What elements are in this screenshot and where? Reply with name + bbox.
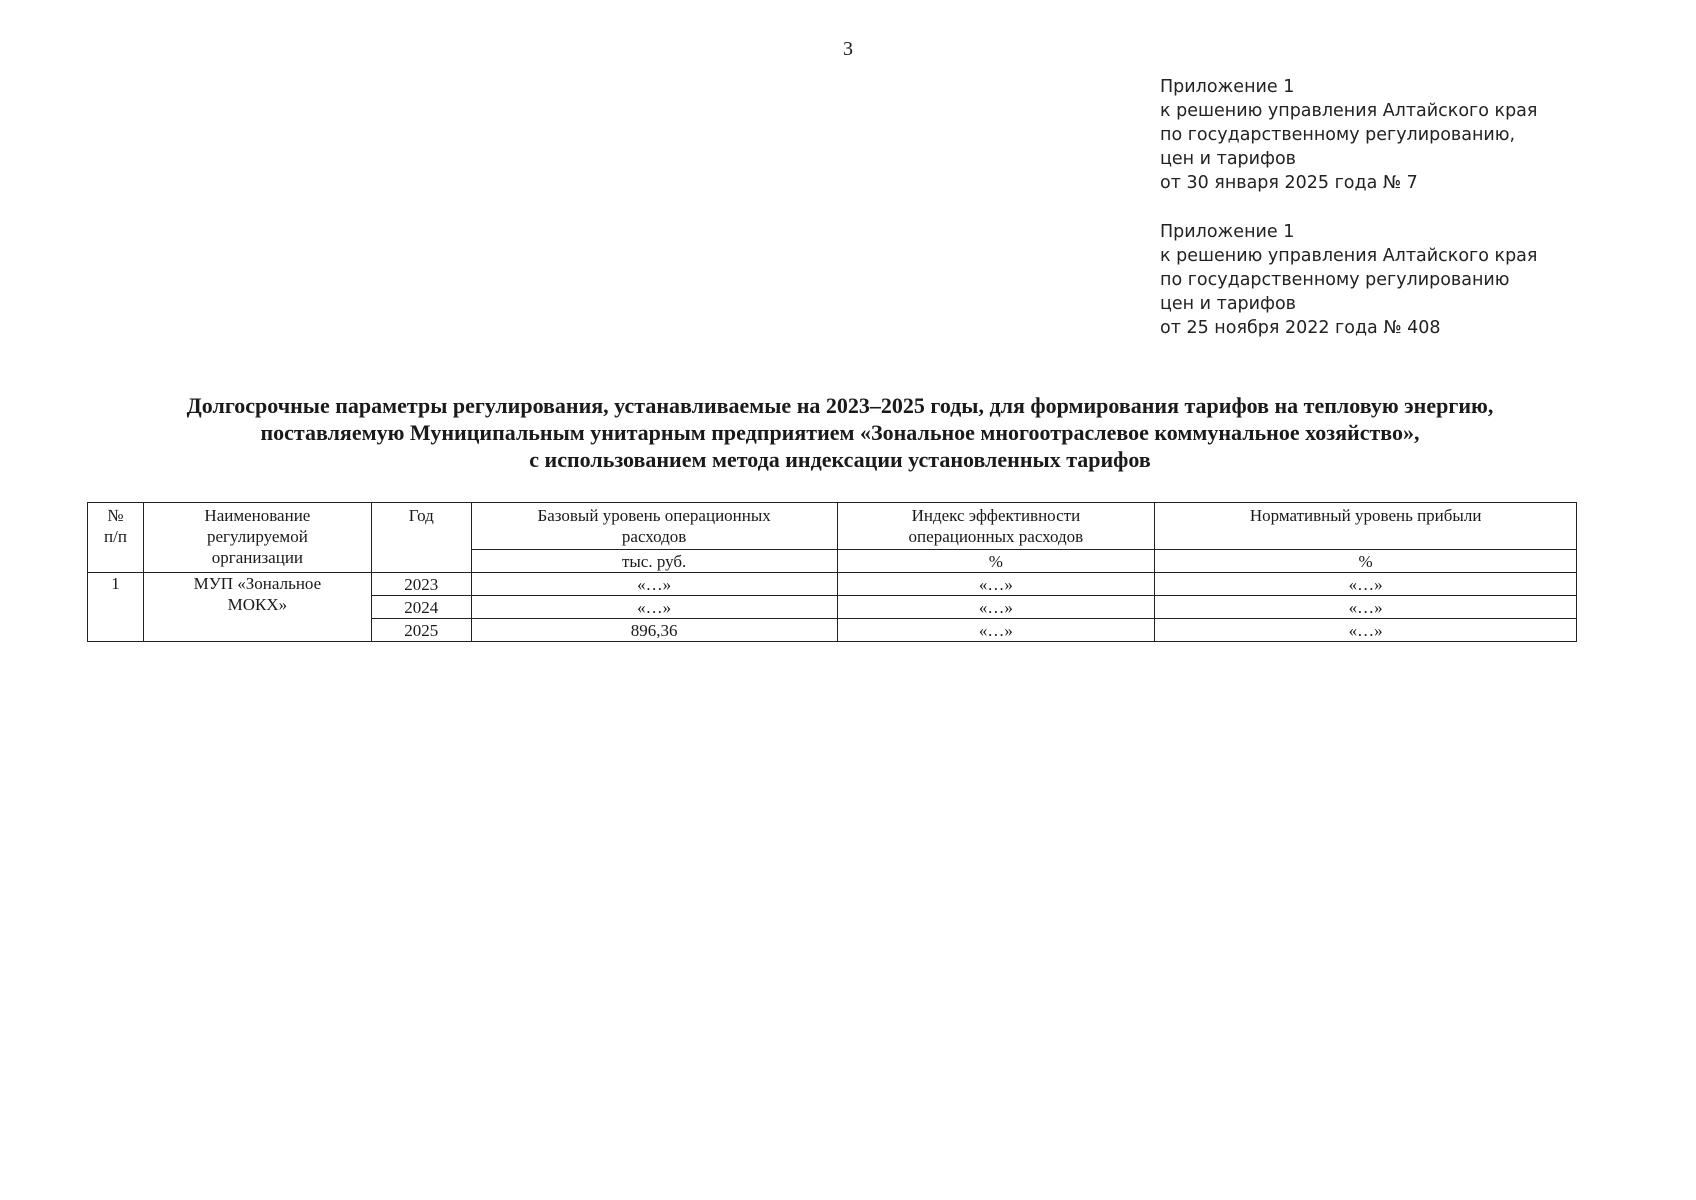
- appendix-line: к решению управления Алтайского края: [1160, 246, 1538, 266]
- profit-level-cell: «…»: [1155, 619, 1577, 642]
- profit-level-cell: «…»: [1155, 573, 1577, 596]
- title-line: поставляемую Муниципальным унитарным предприятием «Зональное многоотраслевое коммунальное хозяйство»,: [260, 420, 1420, 445]
- base-opex-cell: 896,36: [471, 619, 837, 642]
- document-title: [60, 392, 1620, 473]
- year-cell: 2025: [371, 619, 471, 642]
- table-header-row: [88, 503, 1577, 550]
- unit-profit-level: %: [1155, 550, 1577, 573]
- base-opex-cell: «…»: [471, 573, 837, 596]
- appendix-line: по государственному регулированию: [1160, 270, 1510, 290]
- unit-efficiency-index: %: [837, 550, 1155, 573]
- appendix-original-decision: [1160, 220, 1600, 340]
- profit-level-cell: «…»: [1155, 596, 1577, 619]
- header-number: № п/п: [88, 503, 144, 573]
- regulation-parameters-table: [87, 502, 1577, 642]
- appendix-line: Приложение 1: [1160, 222, 1295, 242]
- header-profit-level: Нормативный уровень прибыли: [1155, 503, 1577, 550]
- efficiency-index-cell: «…»: [837, 596, 1155, 619]
- header-year: Год: [371, 503, 471, 573]
- appendix-line: Приложение 1: [1160, 77, 1295, 97]
- appendix-line: по государственному регулированию,: [1160, 125, 1516, 145]
- appendix-line: цен и тарифов: [1160, 294, 1297, 314]
- unit-base-opex: тыс. руб.: [471, 550, 837, 573]
- organization-name: МУП «Зональное МОКХ»: [143, 573, 371, 642]
- appendix-line: от 30 января 2025 года № 7: [1160, 173, 1418, 193]
- table-row: [88, 573, 1577, 596]
- header-organization: Наименование регулируемой организации: [143, 503, 371, 573]
- appendix-line: к решению управления Алтайского края: [1160, 101, 1538, 121]
- year-cell: 2024: [371, 596, 471, 619]
- efficiency-index-cell: «…»: [837, 619, 1155, 642]
- year-cell: 2023: [371, 573, 471, 596]
- efficiency-index-cell: «…»: [837, 573, 1155, 596]
- appendix-current-decision: [1160, 75, 1600, 195]
- page-number: 3: [843, 38, 853, 60]
- header-efficiency-index: Индекс эффективности операционных расходов: [837, 503, 1155, 550]
- header-base-opex: Базовый уровень операционных расходов: [471, 503, 837, 550]
- row-number: 1: [88, 573, 144, 642]
- title-line: с использованием метода индексации установленных тарифов: [529, 447, 1151, 472]
- appendix-line: цен и тарифов: [1160, 149, 1297, 169]
- base-opex-cell: «…»: [471, 596, 837, 619]
- title-line: Долгосрочные параметры регулирования, устанавливаемые на 2023–2025 годы, для формирования тарифов на тепловую энергию,: [186, 393, 1494, 418]
- appendix-line: от 25 ноября 2022 года № 408: [1160, 318, 1441, 338]
